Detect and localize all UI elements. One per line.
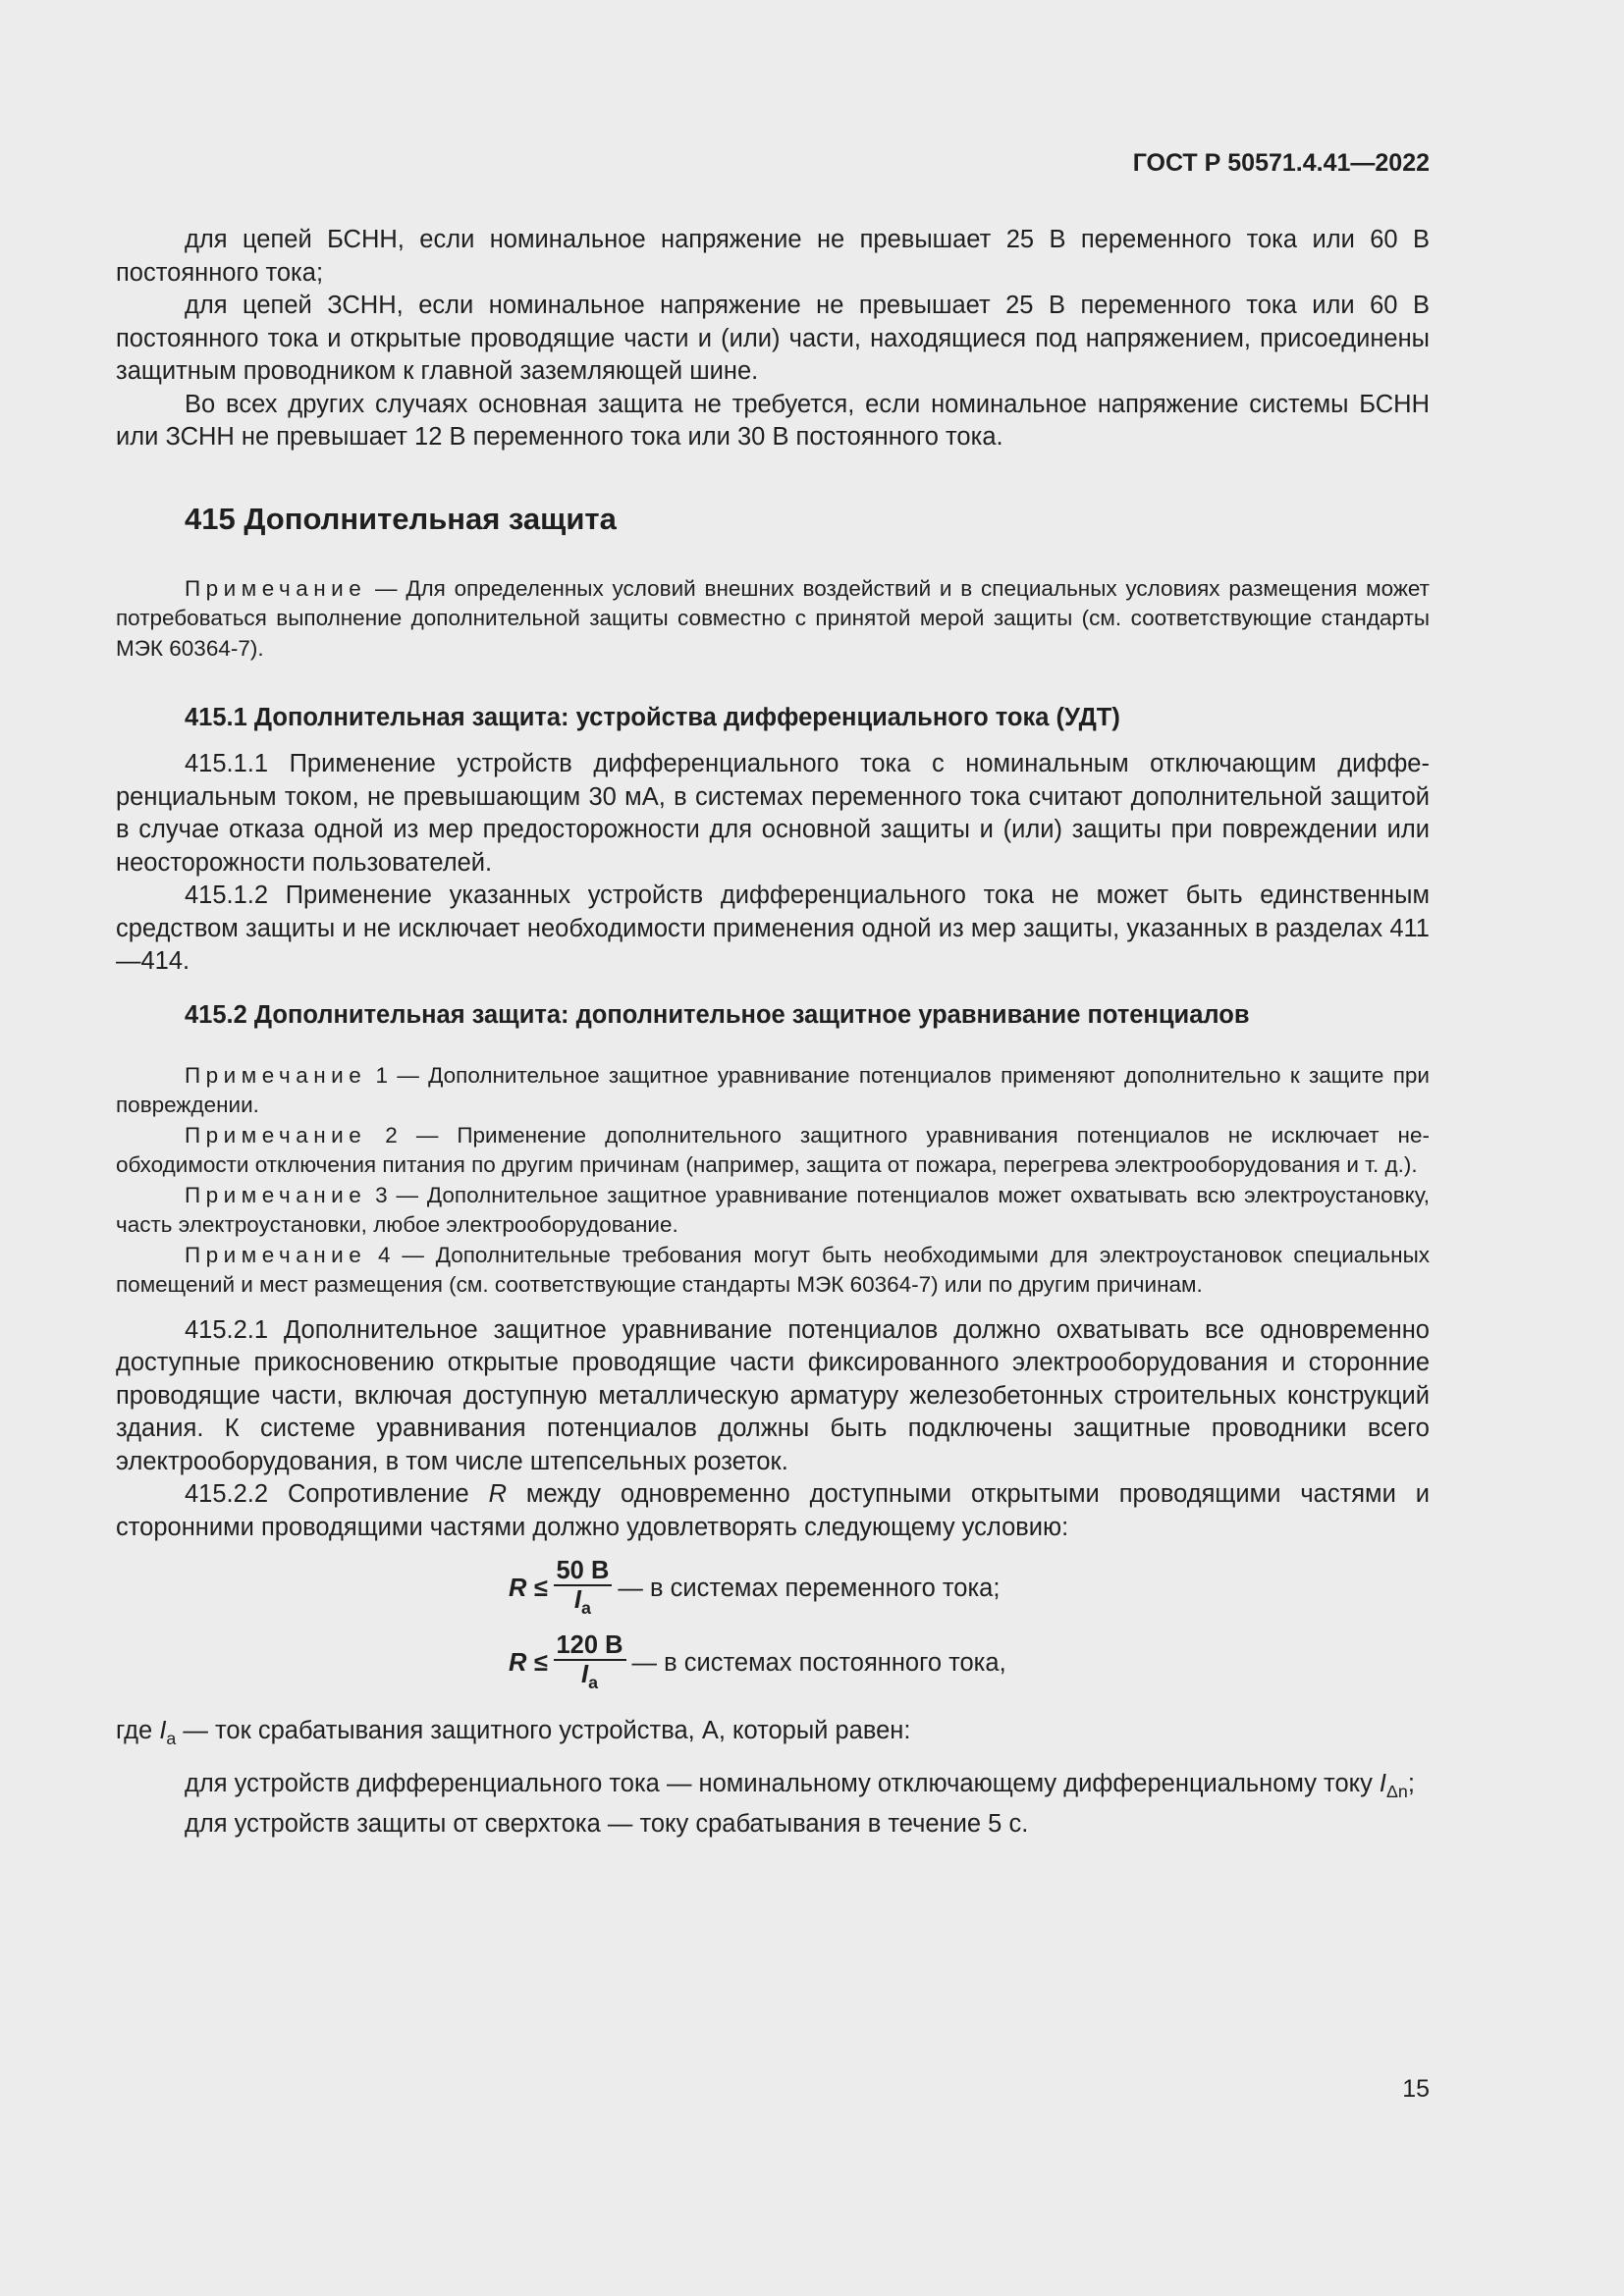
subscript: a xyxy=(581,1598,591,1619)
section-heading-415: 415 Дополнительная защита xyxy=(185,501,617,536)
note-text: 4 — Дополнительные требования могут быть необходимыми для электроустановок специальных помещений и мест размещения (см. соответствующие стандарты МЭК 60364-7) или по другим причинам. xyxy=(116,1242,1430,1297)
denominator xyxy=(574,1586,591,1622)
paragraph: Во всех других случаях основная защита не требуется, если номинальное напряжение системы БСНН или ЗСНН не превышает 12 В переменного тока или 30 В постоянного тока. xyxy=(116,390,1430,451)
note-label: Примечание xyxy=(185,1122,367,1148)
formula-block xyxy=(116,1552,1430,1701)
text: между одновременно доступными открытыми проводящими частями и сторонними проводящими частями должно удовлетворять следующему условию: xyxy=(116,1480,1430,1541)
paragraph: 415.1.1 Применение устройств дифференциального тока с номинальным отключающим дифференциальным током, не превышающим 30 мА, в системах переменного тока считают дополнительной защитой в случае отказа одной из мер предосторожности для основной защиты и (или) защиты при повреждении или неосторожности пользователей. xyxy=(116,750,1430,877)
paragraph: 415.1.2 Применение указанных устройств дифференциального тока не может быть единственным средством защиты и не исключает необходимости применения одной из мер защиты, указанных в разделах 411—414. xyxy=(116,881,1430,975)
var: I xyxy=(581,1660,589,1688)
notes-list xyxy=(116,1061,1430,1301)
page-number: 15 xyxy=(1402,2075,1430,2103)
paragraph: для цепей ЗСНН, если номинальное напряжение не превышает 25 В переменного тока или 60 В постоянного тока и открытые проводящие части и (или) части, находящиеся под напряжением, присоединены защитным проводником к главной заземляющей шине. xyxy=(116,292,1430,385)
note-text: — Для определенных условий внешних воздействий и в специальных условиях размещения может потребоваться выполнение дополнительной защиты совместно с принятой мерой защиты (см. соответствующие стандарты МЭК 60364-7). xyxy=(116,575,1430,661)
paragraph: 415.2.1 Дополнительное защитное уравнивание потенциалов должно охватывать все одновременно доступные прикосновению открытые проводящие части фиксированного электрооборудования и сторонние проводящие части, включая доступную металлическую арматуру железобетонных строительных конструкций здания. К системе уравнивания потенциалов должны быть подключены защитные проводники всего электрооборудования, в том числе штепсельных розеток. xyxy=(116,1315,1430,1475)
formula-lhs: R ≤ xyxy=(509,1649,548,1678)
document-header: ГОСТ Р 50571.4.41—2022 xyxy=(1132,149,1430,177)
subscript: a xyxy=(166,1729,177,1749)
paragraph: для устройств защиты от сверхтока — току срабатывания в течение 5 с. xyxy=(185,1810,1029,1839)
text: 415.2.2 Сопротивление xyxy=(185,1480,489,1508)
note-text: 2 — Применение дополнительного защитного уравнивания потенциалов не исключает необходимости отключения питания по другим причинам (например, защита от пожара, перегрева электрооборудования и т. д.). xyxy=(116,1122,1430,1177)
note-label: Примечание xyxy=(185,1062,367,1088)
paragraph xyxy=(116,1768,1430,1809)
formula-lhs: R ≤ xyxy=(509,1575,548,1603)
text: ; xyxy=(1407,1769,1415,1797)
formula-dc xyxy=(509,1627,1430,1701)
page-content xyxy=(116,224,1430,1842)
subscript: Δn xyxy=(1386,1781,1408,1801)
subscript: a xyxy=(588,1673,599,1693)
note xyxy=(116,574,1430,665)
section-heading-415-1: 415.1 Дополнительная защита: устройства дифференциального тока (УДТ) xyxy=(185,704,1120,731)
formula-text: — в системах переменного тока; xyxy=(618,1575,1001,1603)
var: I xyxy=(573,1585,582,1614)
formula-text: — в системах постоянного тока, xyxy=(631,1649,1006,1678)
paragraph: для цепей БСНН, если номинальное напряжение не превышает 25 В переменного тока или 60 В постоянного тока; xyxy=(116,226,1430,287)
numerator: 50 В xyxy=(554,1557,613,1586)
note-text: 3 — Дополнительное защитное уравнивание потенциалов может охватывать всю электроустановку, часть электроустановки, любое электрооборудование. xyxy=(116,1182,1430,1237)
formula-ac xyxy=(509,1552,1430,1627)
fraction xyxy=(554,1557,613,1622)
text: для устройств дифференциального тока — номинальному отключающему дифференциальному току xyxy=(185,1769,1380,1797)
text: — ток срабатывания защитного устройства, А, который равен: xyxy=(176,1717,911,1744)
text: где xyxy=(116,1717,160,1744)
note-label: Примечание xyxy=(185,1242,367,1267)
note xyxy=(116,1121,1430,1181)
paragraph xyxy=(116,1478,1430,1544)
note-label: Примечание xyxy=(185,1182,367,1207)
note-label: Примечание xyxy=(185,575,367,601)
note xyxy=(116,1241,1430,1301)
note xyxy=(116,1181,1430,1241)
note-text: 1 — Дополнительное защитное уравнивание потенциалов применяют дополнительно к защите при повреждении. xyxy=(116,1062,1430,1117)
variable: I xyxy=(1379,1769,1386,1797)
note xyxy=(116,1061,1430,1121)
numerator: 120 В xyxy=(554,1631,626,1661)
variable: R xyxy=(488,1480,507,1508)
variable: I xyxy=(159,1717,167,1744)
fraction xyxy=(554,1631,626,1696)
section-heading-415-2: 415.2 Дополнительная защита: дополнительное защитное уравнивание потенциалов xyxy=(185,1000,1250,1029)
denominator xyxy=(581,1661,598,1696)
paragraph xyxy=(116,1715,1430,1756)
